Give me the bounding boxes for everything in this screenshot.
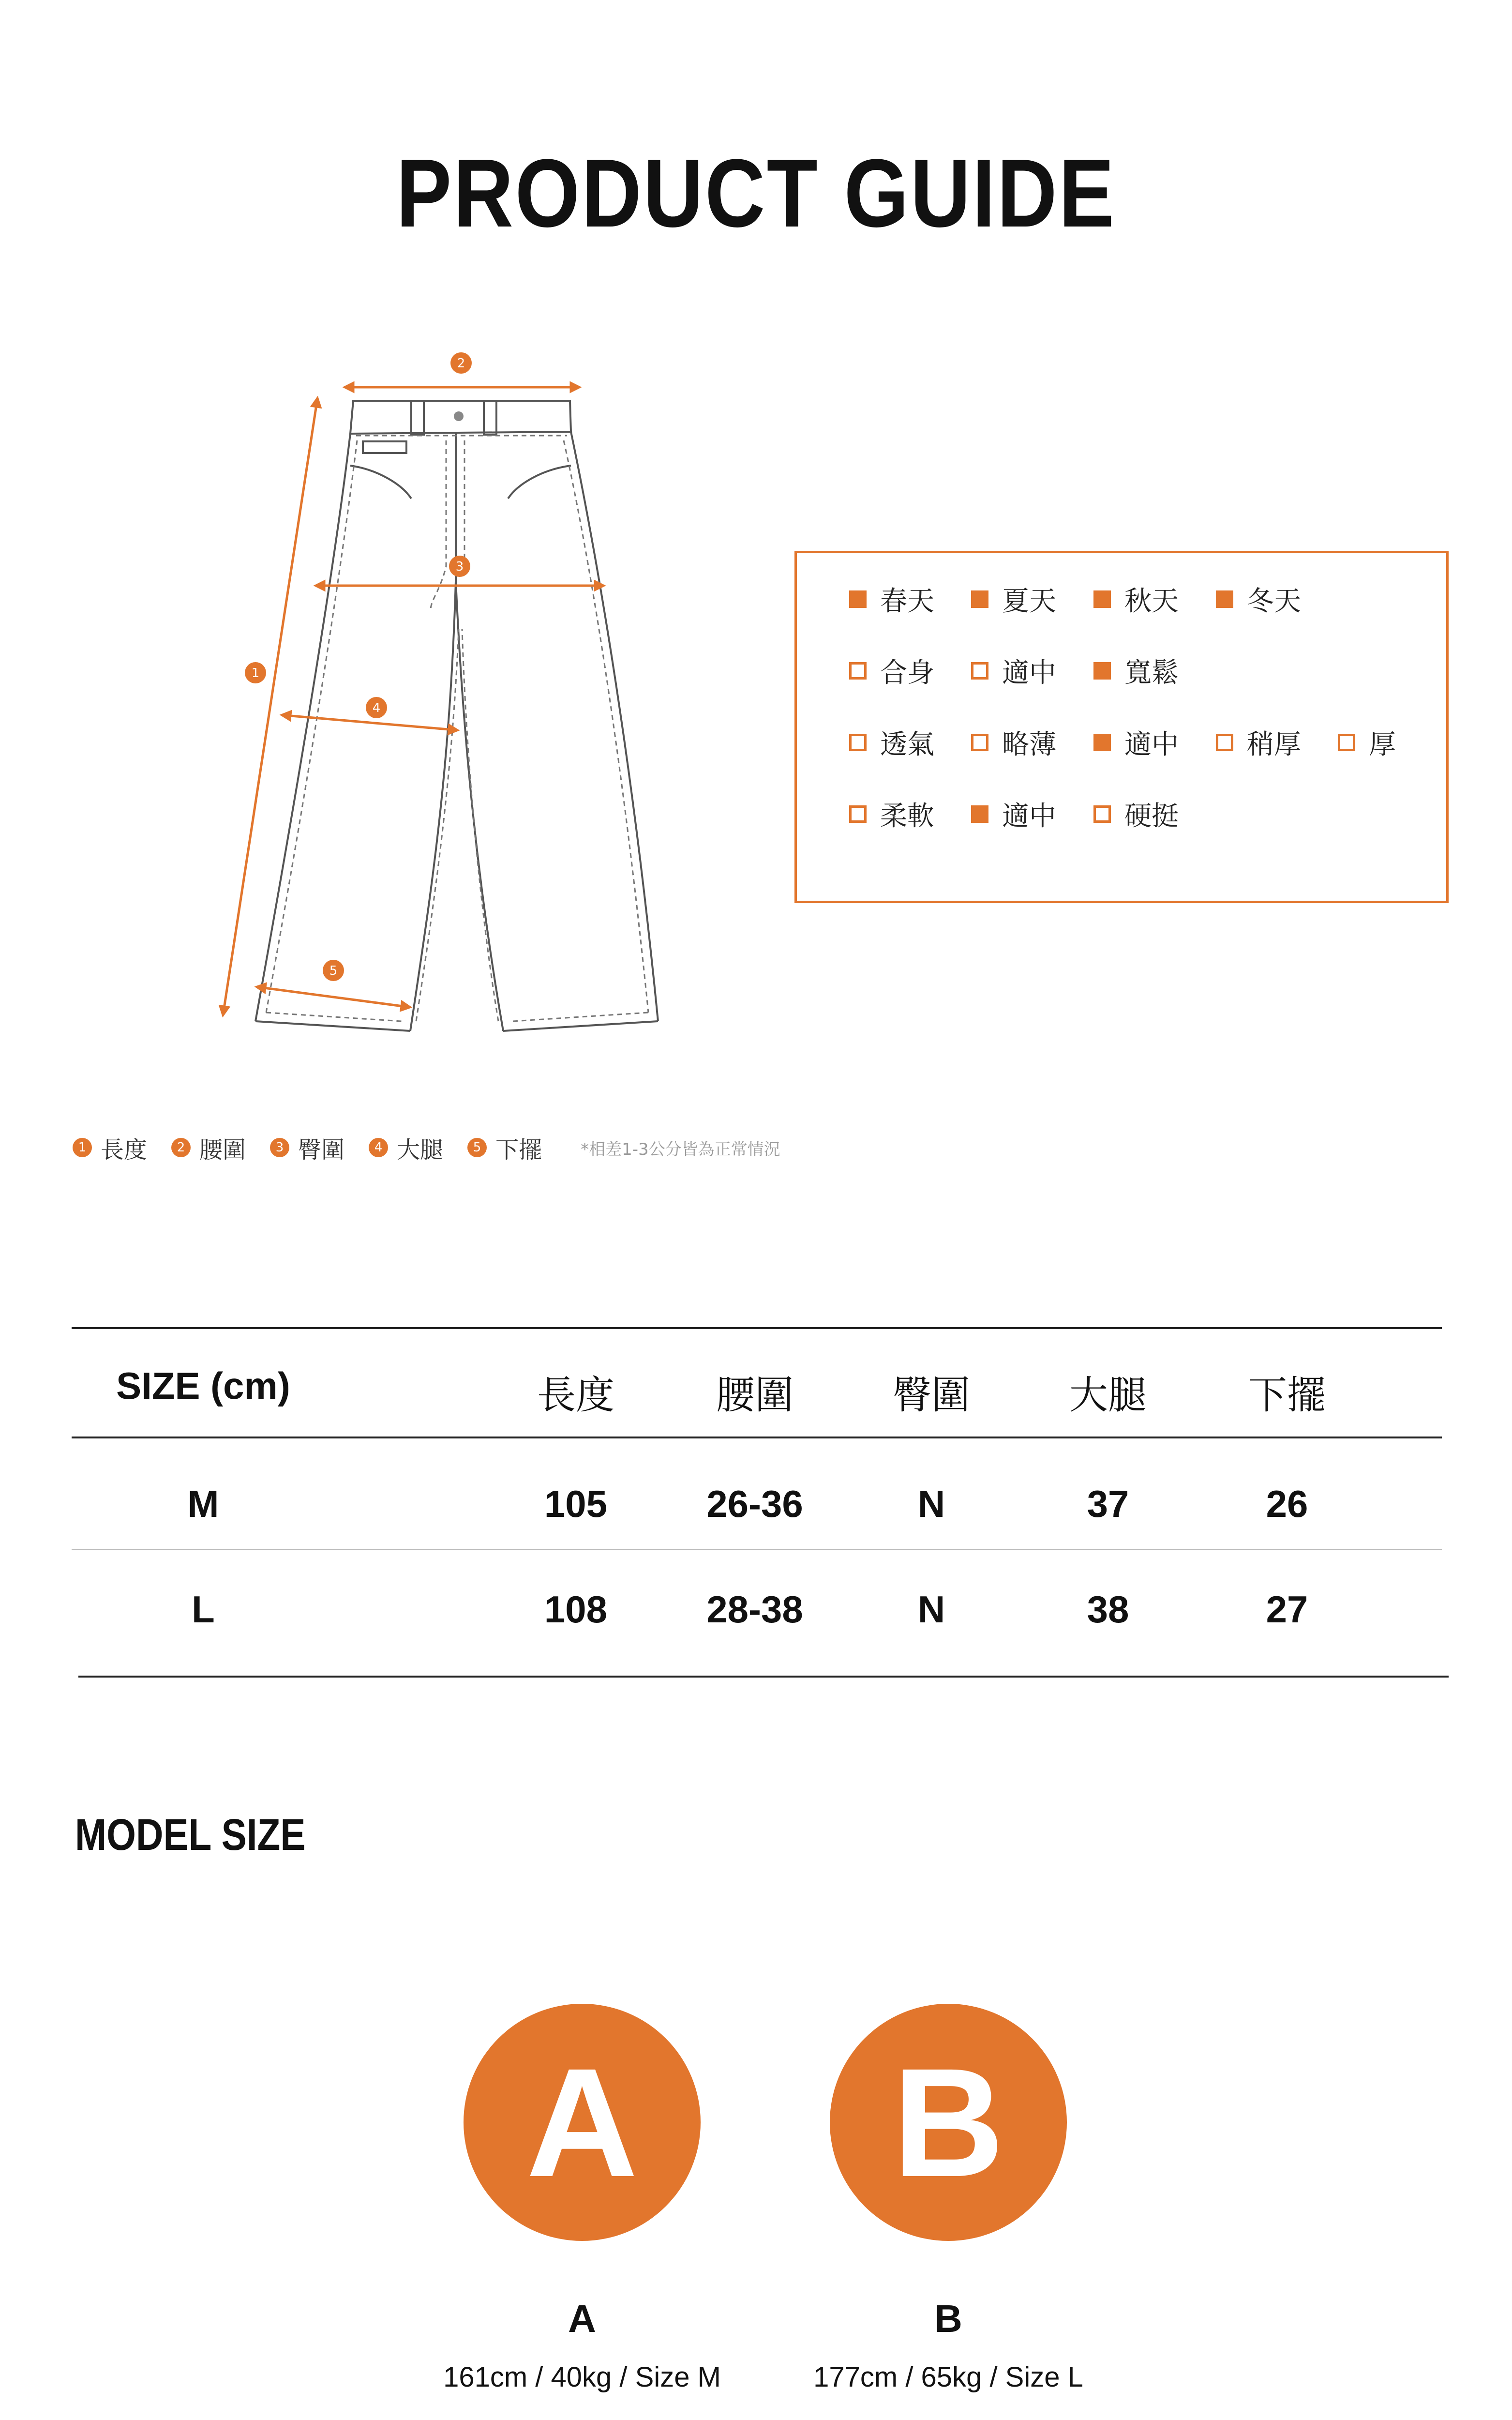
checkbox-icon [971, 805, 988, 823]
row-hip: N [917, 1588, 945, 1631]
model-a-info: 161cm / 40kg / Size M [443, 2361, 721, 2393]
table-bottom-rule [78, 1676, 1449, 1678]
checkbox-icon [1093, 734, 1111, 751]
marker-1-label: 1 [251, 666, 260, 681]
legend-label: 下擺 [495, 1136, 542, 1164]
feature-item [849, 651, 934, 690]
feature-item [1338, 723, 1396, 762]
marker-5-label: 5 [329, 964, 338, 978]
feature-label: 適中 [1002, 657, 1056, 689]
checkbox-icon [849, 662, 867, 680]
feature-item [849, 723, 934, 762]
model-a-name: A [568, 2297, 596, 2340]
legend-item [467, 1131, 542, 1165]
legend-number: 1 [73, 1138, 92, 1157]
feature-label: 夏天 [1002, 586, 1056, 617]
feature-label: 春天 [880, 586, 934, 617]
legend-label: 臀圍 [298, 1136, 345, 1164]
model-b-badge: B [830, 2004, 1067, 2241]
row-thigh: 38 [1087, 1588, 1129, 1631]
feature-item [849, 580, 934, 619]
row-waist: 26-36 [706, 1482, 803, 1525]
marker-3-label: 3 [455, 560, 464, 574]
feature-label: 透氣 [880, 729, 934, 760]
checkbox-icon [971, 734, 988, 751]
marker-4-label: 4 [372, 701, 381, 715]
legend-number: 5 [467, 1138, 487, 1157]
feature-label: 稍厚 [1247, 729, 1301, 760]
feature-label: 寬鬆 [1124, 657, 1179, 689]
header-size: SIZE (cm) [116, 1364, 290, 1407]
legend-number: 2 [171, 1138, 191, 1157]
feature-item [1093, 723, 1179, 762]
feature-label: 厚 [1369, 729, 1396, 760]
pants-diagram [203, 339, 677, 1074]
legend-item [171, 1131, 246, 1165]
header-hem: 下擺 [1248, 1373, 1326, 1418]
feature-item [1093, 651, 1179, 690]
checkbox-icon [1093, 662, 1111, 680]
feature-item [1216, 723, 1301, 762]
legend-label: 長度 [101, 1136, 148, 1164]
table-top-rule [72, 1327, 1442, 1329]
feature-label: 合身 [880, 657, 934, 689]
legend-label: 腰圍 [199, 1136, 246, 1164]
header-thigh: 大腿 [1069, 1373, 1147, 1418]
measurement-legend [73, 1131, 780, 1165]
checkbox-icon [849, 590, 867, 608]
feature-box [794, 551, 1449, 903]
tolerance-note: *相差1-3公分皆為正常情況 [581, 1139, 780, 1159]
feature-item [971, 651, 1056, 690]
feature-item [1093, 580, 1179, 619]
legend-number: 3 [270, 1138, 289, 1157]
row-length: 105 [544, 1482, 608, 1525]
row-size: L [192, 1588, 215, 1631]
legend-label: 大腿 [397, 1136, 444, 1164]
row-length: 108 [544, 1588, 608, 1631]
checkbox-icon [971, 590, 988, 608]
feature-label: 略薄 [1002, 729, 1056, 760]
table-row-divider [72, 1549, 1442, 1550]
feature-item [849, 795, 934, 833]
checkbox-icon [849, 734, 867, 751]
checkbox-icon [1093, 590, 1111, 608]
row-hem: 27 [1266, 1588, 1308, 1631]
legend-number: 4 [369, 1138, 388, 1157]
feature-label: 硬挺 [1124, 801, 1179, 832]
feature-item [971, 580, 1056, 619]
checkbox-icon [849, 805, 867, 823]
legend-item [73, 1131, 147, 1165]
checkbox-icon [971, 662, 988, 680]
feature-label: 柔軟 [880, 801, 934, 832]
feature-label: 秋天 [1124, 586, 1179, 617]
feature-item [971, 723, 1056, 762]
model-size-title: MODEL SIZE [75, 1810, 306, 1860]
checkbox-icon [1093, 805, 1111, 823]
model-a-badge: A [464, 2004, 701, 2241]
header-waist: 腰圍 [716, 1373, 793, 1418]
feature-label: 適中 [1124, 729, 1179, 760]
feature-item [1216, 580, 1301, 619]
page-title: PRODUCT GUIDE [396, 139, 1116, 247]
model-b-name: B [934, 2297, 962, 2340]
feature-label: 冬天 [1247, 586, 1301, 617]
feature-item [1093, 795, 1179, 833]
row-waist: 28-38 [706, 1588, 803, 1631]
header-hip: 臀圍 [893, 1373, 970, 1418]
row-size: M [187, 1482, 219, 1525]
row-hip: N [917, 1482, 945, 1525]
table-header-rule [72, 1437, 1442, 1438]
feature-item [971, 795, 1056, 833]
checkbox-icon [1216, 734, 1233, 751]
checkbox-icon [1338, 734, 1355, 751]
checkbox-icon [1216, 590, 1233, 608]
marker-2-label: 2 [457, 356, 465, 371]
legend-item [270, 1131, 344, 1165]
row-thigh: 37 [1087, 1482, 1129, 1525]
header-length: 長度 [537, 1373, 614, 1418]
legend-item [369, 1131, 443, 1165]
row-hem: 26 [1266, 1482, 1308, 1525]
model-b-info: 177cm / 65kg / Size L [813, 2361, 1083, 2393]
feature-label: 適中 [1002, 801, 1056, 832]
